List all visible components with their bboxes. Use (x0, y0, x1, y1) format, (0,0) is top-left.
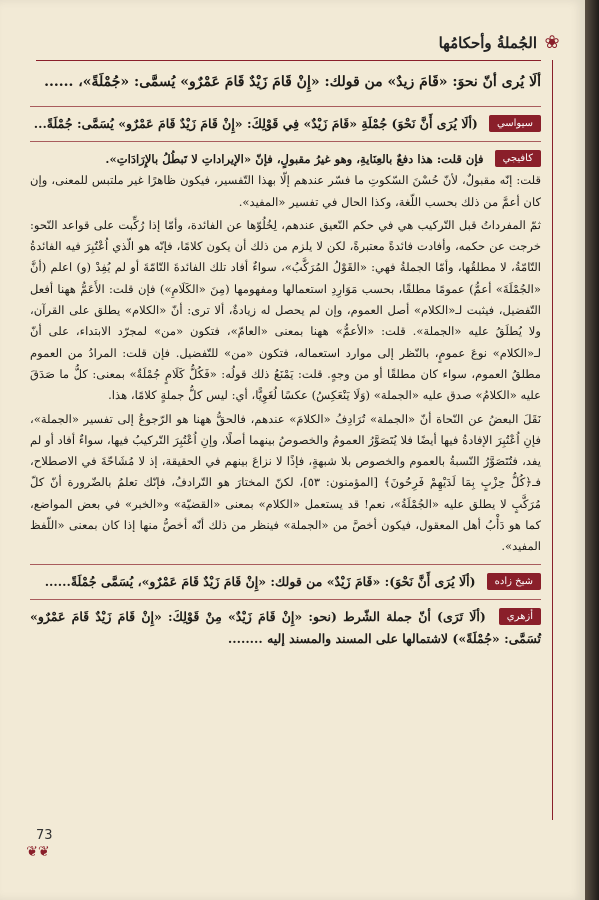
commentary-paragraph: ثمّ المفرداتُ قبل التّركيب هي في حكم النّعيق عندهم، لِخُلُوّها عن الفائدة، وأمّا إذا رُكِّبت على قواعد النّحو: خرجت عن حكمه، وأفادت فائدةً معتبرةً، لكن لا يلزم من ذلك أن يكون كلامًا، فإنّه هو الّذي اُعْتُبِرَ فيه الفائدةُ التّامّةُ، لا مطلقُها، وأمّا الجملةُ فهي: «القَوْلُ المُرَكَّبُ»، سواءٌ أفاد تلك الفائدةَ التّامّةَ أو لم يُفِدْ (و) اعلم (أنَّ «الجُمْلَةَ» أعمُّ) عمومًا مطلقًا، بحسب مَوَارِدِ استعمالها ومفهومها (مِنَ «الكَلَامِ») فإن قلت: الأَعَمُّ ههنا أفعل التّفضيل، فيثبت لـ«الكلام» أصل العموم، وإن لم يحصل له زيادةٌ، ألا ترى: أنّ «الكلام» يطلق على القرآن، ولا يُطلَقُ عليه «الجملة». قلت: «الأعمُّ» ههنا بمعنى «العامّ»، فتكون «من» لمجرّد الابتداء، على أنّ لـ«الكلام» نوعَ عمومٍ، بالنّظر إلى موارد استعماله، فتكون «من» للتّفضيل. فإن قلت: المرادُ من العموم مطلقُ العموم، سواء كان مطلقًا أو من وجهٍ. قلت: يَمْنَعُ ذلك قولُه: «فَكُلُّ كَلَامٍ جُمْلَةٌ» بمعنى: كلُّ ما صَدَقَ عليه «الكلامُ» صدق عليه «الجملة» (وَلَا يَنْعَكِسُ) عكسًا لُغَوِيًّا، أي: ليس كلُّ جملةٍ كلامًا، هذا. (30, 217, 541, 403)
commentary-shaykhzadeh (30, 571, 541, 593)
divider (30, 141, 541, 142)
divider (30, 564, 541, 565)
header-title: الجُملةُ وأحكامُها (438, 34, 537, 52)
commentary-kafiji (30, 148, 541, 558)
commentary-azhari (30, 606, 541, 650)
commentary-paragraph: قلت: إنّه مقبولٌ، لأنّ حُسْنَ السّكوتِ ما فسّر عندهم إلّا بهذا التّفسير، فيكون ظاهرًا غير ملتبس للمعنى، وإن كان أعمَّ من ذلك بحسب اللّغة، وكذا الحال في تفسير «المفيد». (30, 173, 541, 209)
book-edge (585, 0, 599, 900)
commentary-siwasi (30, 113, 541, 135)
commentary-paragraph: فإن قلت: هذا دفعٌ بالعِنَايةِ، وهو غيرُ مقبولٍ، فإنّ «الإيراداتِ لا تَبطُلُ بالإِرَادَاتِ». (105, 152, 484, 166)
matn-text: ألَا يُرى أنّ نحوَ: «قَامَ زيدٌ» من قولك: «إِنْ قَامَ زَيْدٌ قَامَ عَمْرٌو» يُسمَّى: «جُمْلَةً»، ...... (44, 74, 541, 90)
footer-ornament-icon: ❦❦ (26, 844, 50, 860)
commentator-tag: كافيجي (495, 150, 541, 167)
commentary-text: (ألَا تَرَى) أنّ جملة الشّرط (نحو: «إِنْ قَامَ زَيْدٌ» مِنْ قَوْلِكَ: «إِنْ قَامَ زَيْدٌ قَامَ عَمْرٌو» تُسَمَّى: «جُمْلَةً») لاشتمالها على المسند والمسند إليه ........ (30, 608, 541, 646)
margin-rule (552, 60, 553, 820)
commentary-text: (ألَا يُرَى أَنَّ نَحْوَ) جُمْلَةِ «قَامَ زَيْدٌ» فِي قَوْلِكَ: «إِنْ قَامَ زَيْدٌ قَامَ عَمْرٌو» يُسَمَّى: جُمْلَةً... (33, 116, 478, 131)
header-rule (36, 60, 541, 61)
commentary-text: (ألَا يُرَى أَنَّ نَحْوَ): «قَامَ زَيْدٌ» من قولك: «إِنْ قَامَ زَيْدٌ قَامَ عَمْرٌو»، يُسَمَّى جُمْلَةً...... (44, 573, 476, 589)
lotus-ornament-icon: ❀ (544, 32, 560, 53)
page-body (30, 62, 541, 656)
running-header (20, 30, 563, 60)
commentator-tag: أزهري (499, 608, 541, 625)
commentator-tag: سيواسي (489, 115, 541, 132)
divider (30, 106, 541, 107)
commentary-paragraph: نَقَلَ البعضُ عن النّحاة أنّ «الجملة» تُرَادِفُ «الكلامَ» عندهم، فالحقُّ ههنا هو الرّجوعُ إلى تفسير «الجملة»، فإنِ اُعْتُبِرَ الإفادةُ فيها أيضًا فلا يُتَصَوَّرُ العمومُ والخصوصُ بينهما أصلًا، وإنِ اُعْتُبِرَ التّركيبُ فيها، سواءٌ أفاد أو لم يفد، فتُتَصَوَّرُ النّسبةُ بالعموم والخصوص بلا شبهةٍ، فإذًا لا نزاعَ بينهم في الحقيقة، إذ لا مُشَاحّةَ في الاصطلاح، فـ﴿كُلُّ حِزْبٍ بِمَا لَدَيْهِمْ فَرِحُونَ﴾ [المؤمنون: ٥٣]، لكنّ المختارَ هو التّرادفُ، فإنّك تعلمُ بالضّرورة أنّ كلّ مُرَكَّبٍ لا يطلق عليه «الجُمْلَةُ»، نعم! قد يستعمل «الكلام» بمعنى «القضيّة» و«الخبر» في بعض المواضع، كما هو دَأْبُ أهل المعقول، فيكون أخصَّ من «الجملة» فينظر من ذلك أنّه أخصُّ منها إذا كان بمعنى «اللّفظ المفيد». (30, 411, 542, 554)
divider (30, 599, 541, 600)
commentator-tag: شيخ زاده (487, 573, 541, 590)
page-number: 73 (36, 828, 53, 843)
